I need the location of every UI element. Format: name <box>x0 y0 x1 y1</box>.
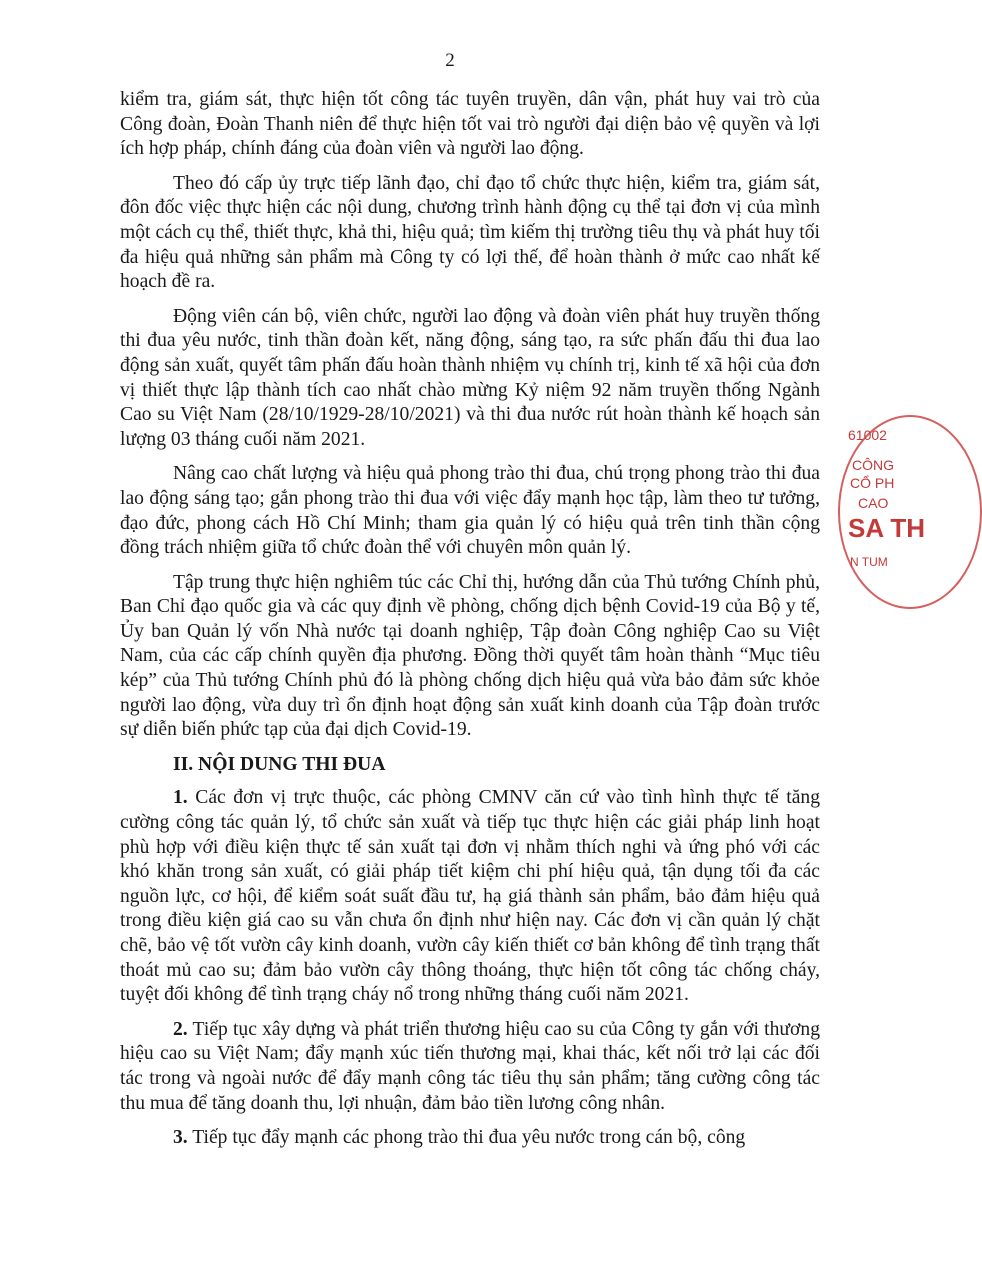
seal-ring <box>838 415 982 609</box>
company-seal-stamp <box>838 415 958 605</box>
seal-text-name: SA TH <box>848 513 926 543</box>
paragraph-2: Theo đó cấp ủy trực tiếp lãnh đạo, chỉ đạo tổ chức thực hiện, kiểm tra, giám sát, đôn đốc việc thực hiện các nội dung, chương trình hành động cụ thể tại đơn vị của mình một cách cụ thể, thiết thực, khả thi, hiệu quả; tìm kiếm thị trường tiêu thụ và phát huy tối đa hiệu quả những sản phẩm mà Công ty có lợi thế, để hoàn thành ở mức cao nhất kế hoạch đề ra. <box>120 172 820 293</box>
list-item-text: Tiếp tục đẩy mạnh các phong trào thi đua yêu nước trong cán bộ, công <box>192 1127 746 1149</box>
document-body <box>120 88 820 1161</box>
seal-text-code: 61002 <box>848 427 887 443</box>
list-item-1 <box>120 786 820 1007</box>
list-item-text: Các đơn vị trực thuộc, các phòng CMNV căn cứ vào tình hình thực tế tăng cường công tác quản lý, tổ chức sản xuất và tiếp tục thực hiện các giải pháp linh hoạt phù hợp với điều kiện thực tế sản xuất tại đơn vị nhằm thích nghi và ứng phó với các khó khăn trong sản xuất, có giải pháp tiết kiệm chi phí hiệu quả, tận dụng tối đa các nguồn lực, cơ hội, để kiểm soát suất đầu tư, hạ giá thành sản phẩm, bảo đảm hiệu quả trong điều kiện giá cao su vẫn chưa ổn định như hiện nay. Các đơn vị cần quản lý chặt chẽ, bảo vệ tốt vườn cây kinh doanh, vườn cây kiến thiết cơ bản không để tình trạng thất thoát mủ cao su; đảm bảo vườn cây thông thoáng, thực hiện tốt công tác chống cháy, tuyệt đối không để tình trạng cháy nổ trong những tháng cuối năm 2021. <box>120 787 820 1006</box>
seal-text-line: CỔ PH <box>850 475 895 491</box>
paragraph-5: Tập trung thực hiện nghiêm túc các Chỉ thị, hướng dẫn của Thủ tướng Chính phủ, Ban Chỉ đạo quốc gia và các quy định về phòng, chống dịch bệnh Covid-19 của Bộ y tế, Ủy ban Quản lý vốn Nhà nước tại doanh nghiệp, Tập đoàn Công nghiệp Cao su Việt Nam, của các cấp chính quyền địa phương. Đồng thời quyết tâm hoàn thành “Mục tiêu kép” của Thủ tướng Chính phủ đó là phòng chống dịch hiệu quả vừa bảo đảm sức khỏe người lao động, vừa duy trì ổn định hoạt động sản xuất kinh doanh của Tập đoàn trước sự diễn biến phức tạp của đại dịch Covid-19. <box>120 571 820 741</box>
paragraph-3: Động viên cán bộ, viên chức, người lao động và đoàn viên phát huy truyền thống thi đua yêu nước, tinh thần đoàn kết, năng động, sáng tạo, ra sức phấn đấu thi đua lao động sản xuất, quyết tâm phấn đấu hoàn thành nhiệm vụ chính trị, kinh tế xã hội của đơn vị thiết thực lập thành tích cao nhất chào mừng Kỷ niệm 92 năm truyền thống Ngành Cao su Việt Nam (28/10/1929-28/10/2021) và thi đua nước rút hoàn thành kế hoạch sản lượng 03 tháng cuối năm 2021. <box>120 305 820 450</box>
list-item-text: Tiếp tục xây dựng và phát triển thương hiệu cao su của Công ty gắn với thương hiệu cao su Việt Nam; đẩy mạnh xúc tiến thương mại, khai thác, kết nối trở lại các đối tác trong và ngoài nước để đẩy mạnh công tác tiêu thụ sản phẩm; tăng cường công tác thu mua để tăng doanh thu, lợi nhuận, đảm bảo tiền lương công nhân. <box>120 1018 820 1114</box>
paragraph-1: kiểm tra, giám sát, thực hiện tốt công tác tuyên truyền, dân vận, phát huy vai trò của Công đoàn, Đoàn Thanh niên để thực hiện tốt vai trò người đại diện bảo vệ quyền và lợi ích hợp pháp, chính đáng của đoàn viên và người lao động. <box>120 89 820 160</box>
list-item-3 <box>120 1126 820 1151</box>
seal-text-line: CÔNG <box>852 457 894 473</box>
seal-text-line: CAO <box>858 495 889 511</box>
list-item-2 <box>120 1018 820 1116</box>
paragraph-4: Nâng cao chất lượng và hiệu quả phong trào thi đua, chú trọng phong trào thi đua lao động sáng tạo; gắn phong trào thi đua với việc đẩy mạnh học tập, làm theo tư tưởng, đạo đức, phong cách Hồ Chí Minh; tham gia quản lý có hiệu quả trên tinh thần cộng đồng trách nhiệm giữa tổ chức đoàn thể với chuyên môn quản lý. <box>120 463 820 559</box>
list-item-number: 1. <box>173 787 188 809</box>
page-number: 2 <box>445 50 455 71</box>
seal-text-location: N TUM <box>850 555 888 569</box>
section-heading: II. NỘI DUNG THI ĐUA <box>173 753 386 775</box>
list-item-number: 2. <box>173 1018 188 1040</box>
list-item-number: 3. <box>173 1127 188 1149</box>
